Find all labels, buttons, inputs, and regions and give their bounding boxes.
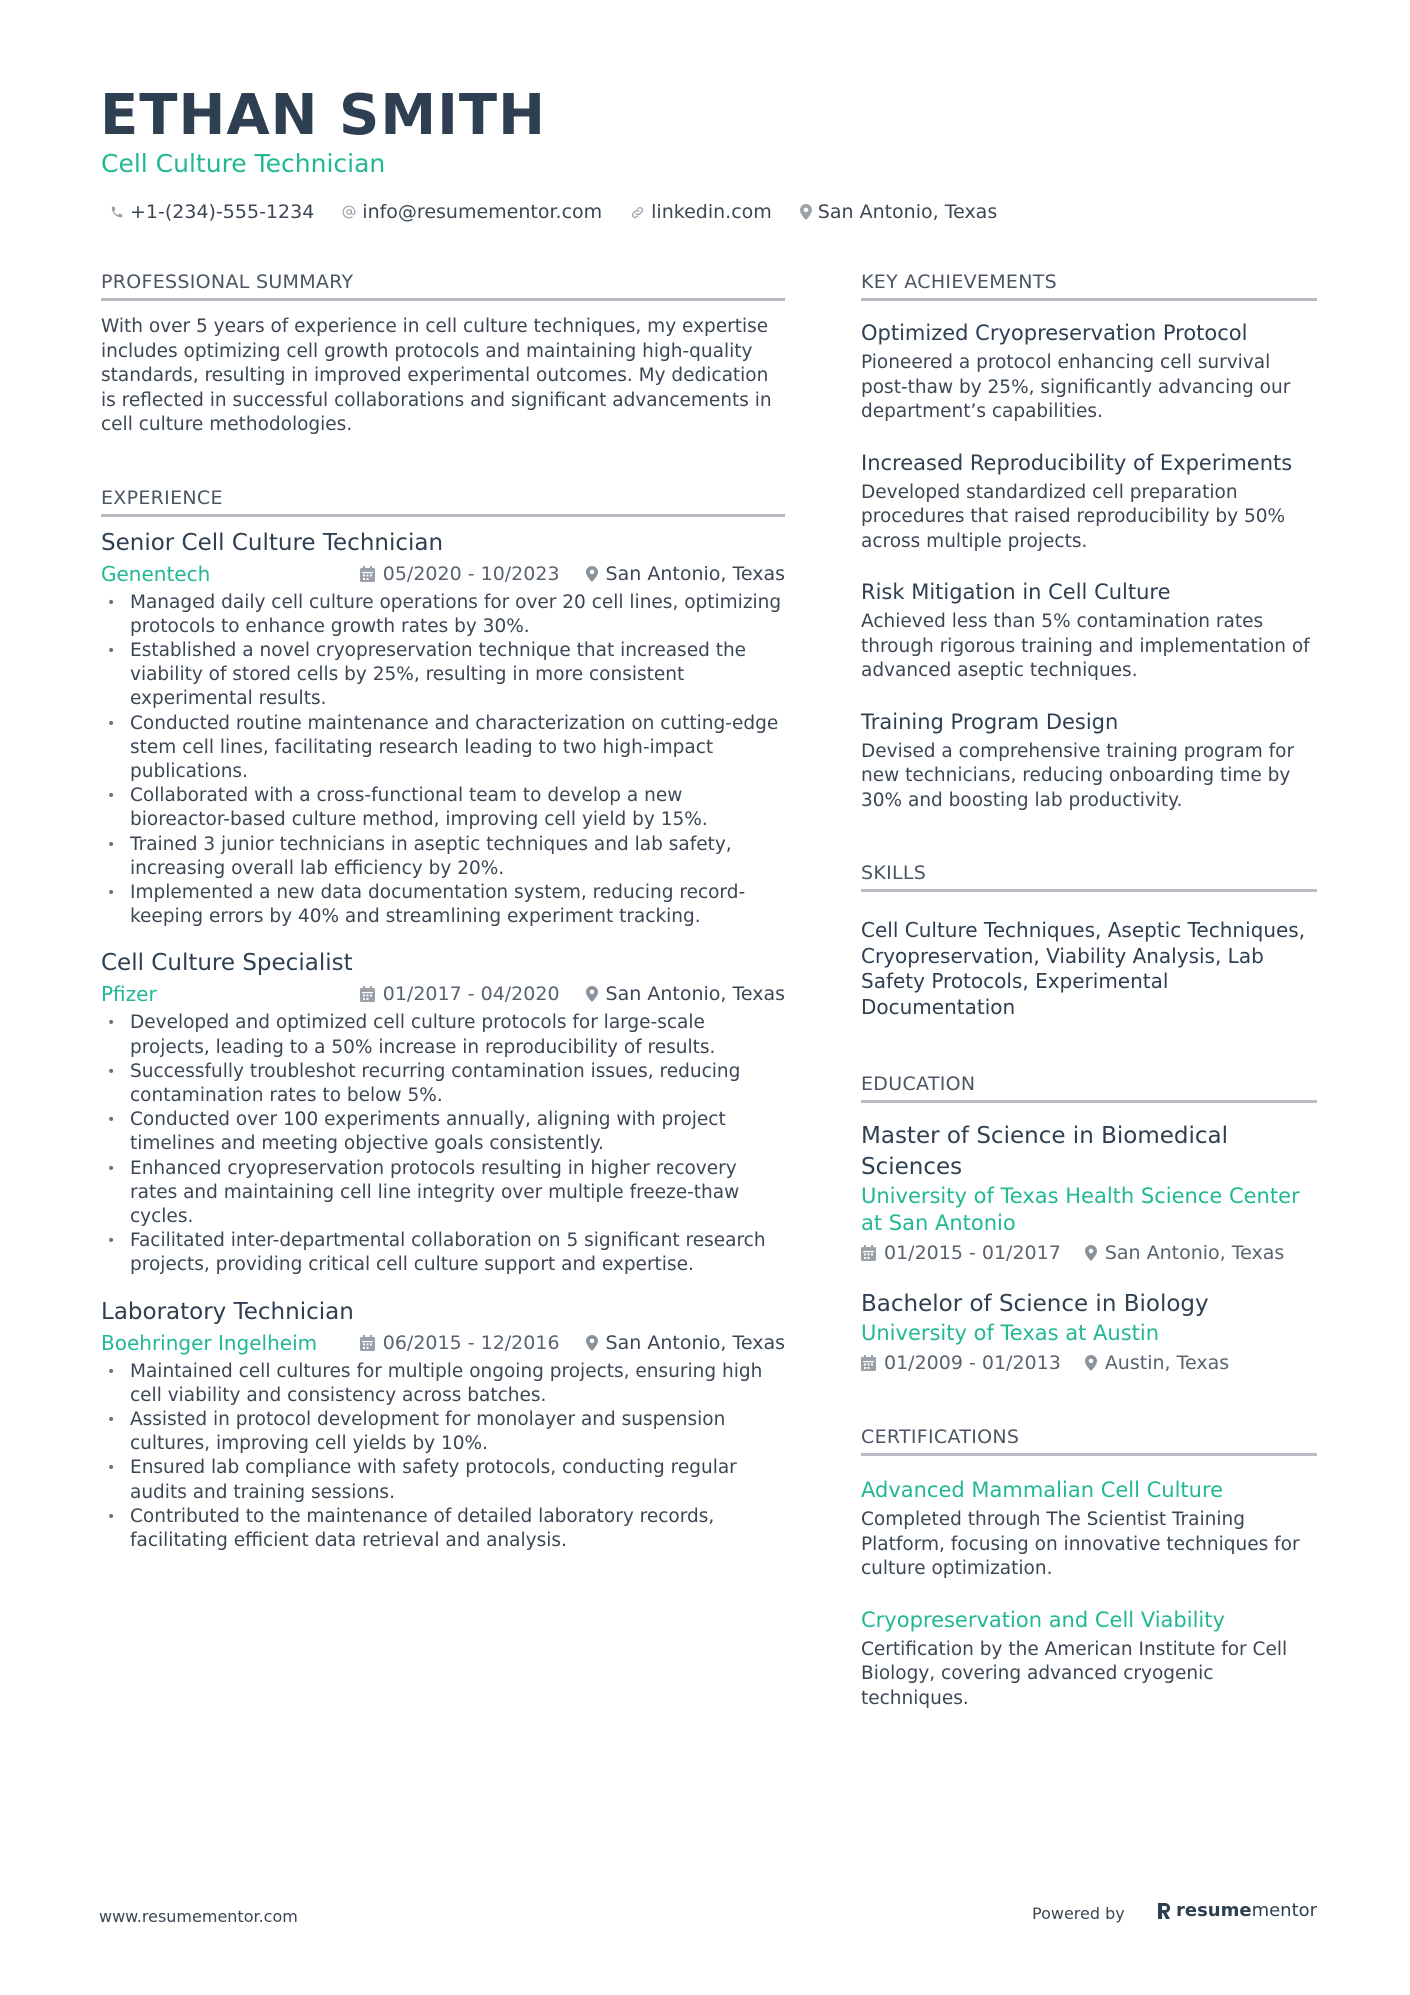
footer-logo[interactable] <box>1156 1900 1317 1921</box>
at-icon <box>342 205 356 219</box>
job-meta <box>101 1328 785 1358</box>
job-dates <box>360 1332 560 1354</box>
job-location-text: San Antonio, Texas <box>605 983 785 1006</box>
job-meta <box>101 559 785 589</box>
footer-url[interactable]: www.resumementor.com <box>99 1907 298 1926</box>
contact-linkedin[interactable] <box>630 201 772 223</box>
certification-title: Cryopreservation and Cell Viability <box>861 1607 1225 1632</box>
job-location <box>586 983 785 1005</box>
contact-location <box>800 201 997 223</box>
bullet: • Managed daily cell culture operations for over 20 cell lines, optimizing protocols to enhance growth rates by 30%. <box>101 591 785 639</box>
job-dates-text: 01/2017 - 04/2020 <box>382 983 560 1006</box>
education-degree: Master of Science in Biomedical Sciences <box>861 1123 1229 1180</box>
bullet: • Maintained cell cultures for multiple ongoing projects, ensuring high cell viability and consistency across batches. <box>101 1360 785 1408</box>
bullet: • Enhanced cryopreservation protocols resulting in higher recovery rates and maintaining cell line integrity over multiple freeze-thaw cycles. <box>101 1157 785 1230</box>
bullet: • Collaborated with a cross-functional team to develop a new bioreactor-based culture method, improving cell yield by 15%. <box>101 784 785 832</box>
achievement-title: Risk Mitigation in Cell Culture <box>861 580 1171 604</box>
bullet: • Assisted in protocol development for monolayer and suspension cultures, improving cell yields by 10%. <box>101 1408 785 1456</box>
location-pin-icon <box>1085 1355 1097 1371</box>
education-dates <box>861 1242 1061 1264</box>
job-location-text: San Antonio, Texas <box>605 1331 785 1354</box>
bullet: • Facilitated inter-departmental collaboration on 5 significant research projects, providing critical cell culture support and expertise. <box>101 1229 785 1277</box>
skills-text: Cell Culture Techniques, Aseptic Techniques, Cryopreservation, Viability Analysis, Lab Safety Protocols, Experimental Documentation <box>861 918 1306 1019</box>
achievement-desc: Achieved less than 5% contamination rates through rigorous training and implementation of advanced aseptic techniques. <box>861 611 1310 681</box>
job-location <box>586 1332 785 1354</box>
bullet: • Established a novel cryopreservation technique that increased the viability of stored cells by 25%, resulting in more consistent experimental results. <box>101 639 785 712</box>
job-company: Genentech <box>101 561 211 586</box>
job-company: Boehringer Ingelheim <box>101 1330 318 1355</box>
experience-heading: EXPERIENCE <box>101 486 785 517</box>
job-dates-text: 06/2015 - 12/2016 <box>382 1331 560 1354</box>
achievement-desc: Devised a comprehensive training program for new technicians, reducing onboarding time by 30% and boosting lab productivity. <box>861 740 1295 811</box>
achievements-heading: KEY ACHIEVEMENTS <box>861 270 1317 301</box>
job-title: Laboratory Technician <box>101 1298 354 1325</box>
bullet: • Implemented a new data documentation system, reducing record-keeping errors by 40% and streamlining experiment tracking. <box>101 881 785 929</box>
candidate-name: ETHAN SMITH <box>100 83 546 148</box>
education-dates-text: 01/2009 - 01/2013 <box>884 1352 1061 1374</box>
achievement-item <box>861 708 1317 814</box>
contact-email[interactable] <box>342 201 602 223</box>
job-entry <box>101 947 785 1277</box>
certification-item <box>861 1606 1317 1712</box>
skills-heading: SKILLS <box>861 861 1317 892</box>
contact-phone <box>110 201 314 223</box>
education-item <box>861 1289 1317 1379</box>
summary-text: With over 5 years of experience in cell culture techniques, my expertise includes optimizing cell growth protocols and maintaining high-quality standards, resulting in improved experimental outcomes. My dedication is reflected in successful collaborations and significant advancements in cell culture methodologies. <box>101 316 772 435</box>
location-pin-icon <box>586 1335 598 1351</box>
job-location <box>586 563 785 585</box>
location-pin-icon <box>586 566 598 582</box>
job-title: Cell Culture Specialist <box>101 950 353 977</box>
education-dates-text: 01/2015 - 01/2017 <box>884 1242 1061 1264</box>
education-degree: Bachelor of Science in Biology <box>861 1291 1209 1317</box>
resumementor-logo-icon <box>1156 1902 1172 1920</box>
job-title: Senior Cell Culture Technician <box>101 529 444 556</box>
footer-powered-by: Powered by <box>1032 1904 1125 1923</box>
certification-desc: Completed through The Scientist Training Platform, focusing on innovative techniques for culture optimization. <box>861 1509 1300 1579</box>
calendar-icon <box>360 566 375 582</box>
location-pin-icon <box>800 204 812 220</box>
job-dates <box>360 563 560 585</box>
achievement-title: Increased Reproducibility of Experiments <box>861 450 1293 475</box>
phone-text: +1-(234)-555-1234 <box>130 201 315 223</box>
education-dates <box>861 1352 1061 1374</box>
education-location-text: Austin, Texas <box>1104 1352 1230 1374</box>
job-bullets <box>101 591 785 930</box>
candidate-title: Cell Culture Technician <box>101 149 386 178</box>
bullet: • Conducted routine maintenance and characterization on cutting-edge stem cell lines, facilitating research leading to two high-impact publications. <box>101 712 785 785</box>
job-entry <box>101 527 785 930</box>
left-column <box>101 270 785 1571</box>
bullet: • Trained 3 junior technicians in aseptic techniques and lab safety, increasing overall lab efficiency by 20%. <box>101 833 785 881</box>
job-meta <box>101 979 785 1009</box>
education-location <box>1085 1352 1229 1374</box>
education-meta <box>861 1237 1317 1269</box>
bullet: • Developed and optimized cell culture protocols for large-scale projects, leading to a 50% increase in reproducibility of results. <box>101 1011 785 1059</box>
education-location-text: San Antonio, Texas <box>1104 1242 1285 1264</box>
education-school: University of Texas at Austin <box>861 1321 1160 1345</box>
linkedin-text: linkedin.com <box>651 201 772 223</box>
achievement-item <box>861 319 1317 425</box>
bullet: • Successfully troubleshot recurring contamination issues, reducing contamination rates to below 5%. <box>101 1060 785 1108</box>
logo-text-bold: resume <box>1176 1900 1252 1921</box>
job-company: Pfizer <box>101 982 157 1007</box>
email-text: info@resumementor.com <box>362 201 603 223</box>
education-item <box>861 1121 1317 1269</box>
location-pin-icon <box>586 986 598 1002</box>
achievement-desc: Developed standardized cell preparation procedures that raised reproducibility by 50% across multiple projects. <box>861 481 1286 552</box>
certification-desc: Certification by the American Institute for Cell Biology, covering advanced cryogenic techniques. <box>861 1638 1288 1709</box>
certifications-heading: CERTIFICATIONS <box>861 1425 1317 1456</box>
education-heading: EDUCATION <box>861 1072 1317 1103</box>
right-column <box>861 270 1317 1735</box>
certification-title: Advanced Mammalian Cell Culture <box>861 1478 1224 1502</box>
education-location <box>1085 1242 1284 1264</box>
job-dates-text: 05/2020 - 10/2023 <box>382 562 560 585</box>
calendar-icon <box>360 986 375 1002</box>
summary-heading: PROFESSIONAL SUMMARY <box>101 270 785 301</box>
phone-icon <box>110 205 124 219</box>
job-location-text: San Antonio, Texas <box>605 562 785 585</box>
job-bullets <box>101 1011 785 1277</box>
job-dates <box>360 983 560 1005</box>
achievement-desc: Pioneered a protocol enhancing cell survival post-thaw by 25%, significantly advancing our department’s capabilities. <box>861 352 1291 422</box>
bullet: • Contributed to the maintenance of detailed laboratory records, facilitating efficient data retrieval and analysis. <box>101 1505 785 1553</box>
location-text: San Antonio, Texas <box>817 201 998 223</box>
job-bullets <box>101 1360 785 1554</box>
achievement-title: Optimized Cryopreservation Protocol <box>861 321 1248 345</box>
achievement-item <box>861 449 1317 555</box>
job-entry <box>101 1296 785 1554</box>
location-pin-icon <box>1085 1245 1097 1261</box>
calendar-icon <box>861 1245 876 1261</box>
logo-text-light: mentor <box>1251 1900 1318 1921</box>
certification-item <box>861 1476 1317 1582</box>
education-school: University of Texas Health Science Center at San Antonio <box>861 1184 1300 1235</box>
education-meta <box>861 1347 1317 1379</box>
contact-bar <box>110 196 1025 228</box>
bullet: • Ensured lab compliance with safety protocols, conducting regular audits and training sessions. <box>101 1456 785 1504</box>
bullet: • Conducted over 100 experiments annually, aligning with project timelines and meeting objective goals consistently. <box>101 1108 785 1156</box>
link-icon <box>630 205 645 220</box>
calendar-icon <box>861 1355 876 1371</box>
achievement-item <box>861 578 1317 684</box>
calendar-icon <box>360 1335 375 1351</box>
achievement-title: Training Program Design <box>861 709 1119 734</box>
